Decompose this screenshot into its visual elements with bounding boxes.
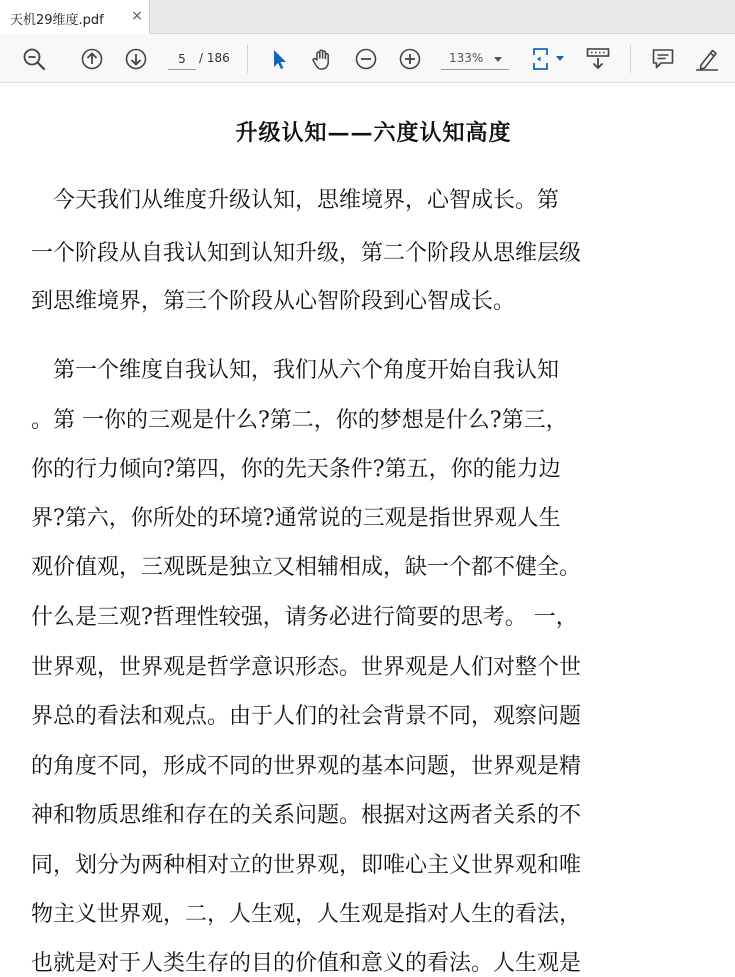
zoom-plus-icon[interactable] [397, 46, 423, 72]
page-number-input[interactable] [168, 48, 196, 70]
paragraph-line: 你的行力倾向?第四，你的先天条件?第五，你的能力边 [31, 457, 561, 482]
sign-pen-icon[interactable] [694, 46, 720, 72]
zoom-value: 133% [449, 51, 484, 65]
paragraph-line: 一个阶段从自我认知到认知升级，第二个阶段从思维层级 [31, 241, 582, 266]
paragraph-line: 观价值观，三观既是独立又相辅相成，缺一个都不健全。 [31, 555, 582, 580]
fit-page-icon[interactable] [530, 46, 556, 72]
document-tab[interactable] [0, 0, 150, 34]
tab-title[interactable]: 天机29维度.pdf [10, 13, 104, 28]
page-up-icon[interactable] [79, 46, 105, 72]
page-total: / 186 [199, 51, 230, 65]
paragraph-line: 神和物质思维和存在的关系问题。根据对这两者关系的不 [31, 803, 582, 828]
page-down-icon[interactable] [123, 46, 149, 72]
zoom-select[interactable] [441, 48, 509, 70]
toolbar-divider [630, 45, 631, 73]
scroll-mode-icon[interactable] [585, 46, 611, 72]
zoom-out-magnifier-icon[interactable] [21, 46, 47, 72]
tab-bar [0, 0, 735, 34]
paragraph-line: 的角度不同，形成不同的世界观的基本问题，世界观是精 [31, 754, 582, 779]
paragraph-line: 世界观，世界观是哲学意识形态。世界观是人们对整个世 [31, 655, 582, 680]
paragraph-line: 到思维境界，第三个阶段从心智阶段到心智成长。 [31, 289, 516, 314]
pdf-toolbar [0, 34, 735, 83]
paragraph-line: 界总的看法和观点。由于人们的社会背景不同，观察问题 [31, 704, 582, 729]
fit-options-chevron-icon[interactable] [556, 56, 564, 61]
paragraph-line: 也就是对于人类生存的目的价值和意义的看法。人生观是 [31, 951, 582, 976]
paragraph-line: 界?第六，你所处的环境?通常说的三观是指世界观人生 [31, 506, 561, 531]
hand-tool-icon[interactable] [309, 46, 335, 72]
paragraph-line: 物主义世界观，二，人生观，人生观是指对人生的看法， [31, 902, 582, 927]
document-title: 升级认知——六度认知高度 [235, 120, 512, 146]
comment-icon[interactable] [650, 46, 676, 72]
paragraph-line: 。第 一你的三观是什么?第二，你的梦想是什么?第三， [31, 408, 568, 433]
select-cursor-icon[interactable] [266, 46, 292, 72]
paragraph-line: 今天我们从维度升级认知，思维境界，心智成长。第 [31, 188, 560, 213]
paragraph-line: 第一个维度自我认知，我们从六个角度开始自我认知 [31, 358, 560, 383]
document-page [0, 84, 735, 977]
close-tab-button[interactable]: × [131, 8, 143, 24]
chevron-down-icon [494, 57, 502, 62]
zoom-minus-icon[interactable] [353, 46, 379, 72]
paragraph-line: 同，划分为两种相对立的世界观，即唯心主义世界观和唯 [31, 853, 582, 878]
paragraph-line: 什么是三观?哲理性较强，请务必进行简要的思考。 一， [31, 605, 578, 630]
toolbar-divider [247, 45, 248, 73]
